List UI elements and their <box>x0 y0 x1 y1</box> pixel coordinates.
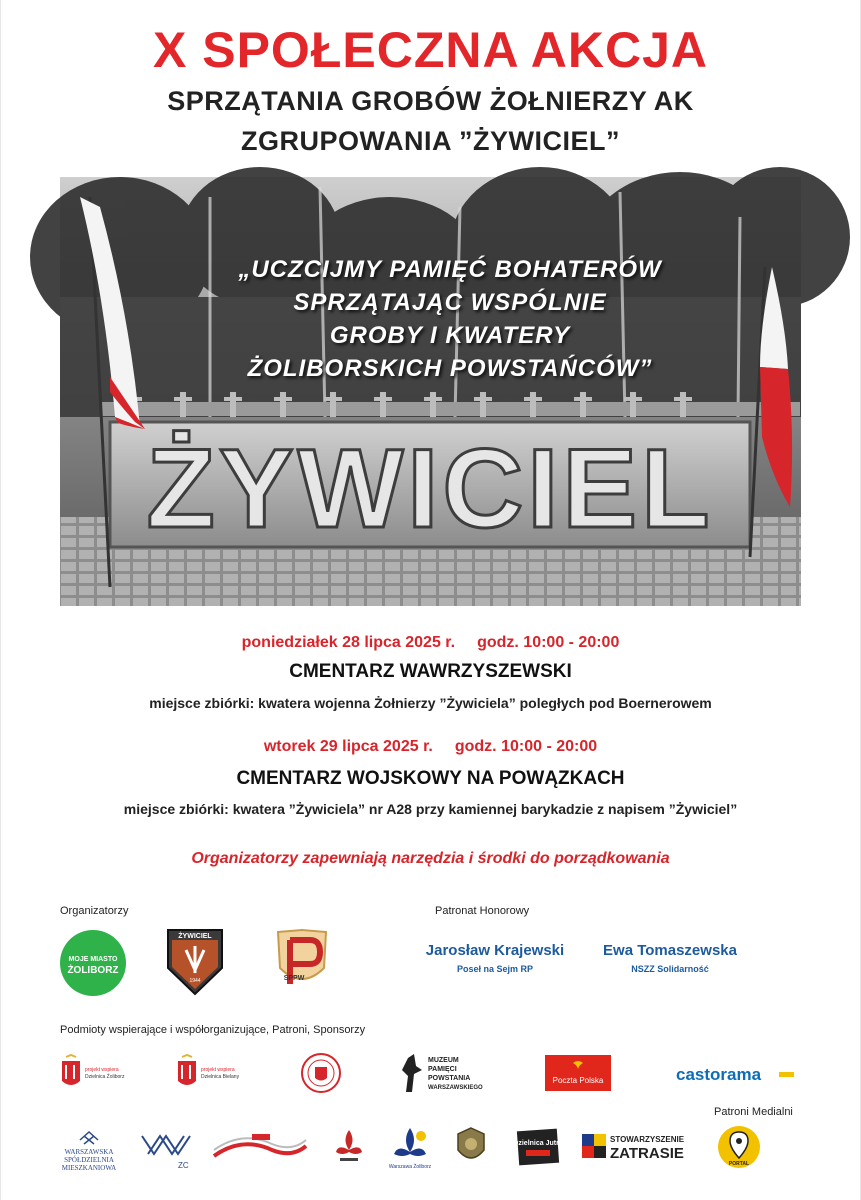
moje-miasto-zoliborz-logo <box>58 928 128 998</box>
zatrasie-logo <box>582 1130 686 1166</box>
sppw-logo <box>274 928 330 996</box>
svg-text:Poczta Polska: Poczta Polska <box>552 1076 604 1085</box>
svg-text:STOWARZYSZENIE: STOWARZYSZENIE <box>610 1135 685 1144</box>
military-emblem-logo <box>454 1126 488 1170</box>
event2-date-text: wtorek 29 lipca 2025 r. <box>263 738 433 755</box>
bielany-district-logo <box>176 1055 256 1093</box>
patron2-name: Ewa Tomaszewska <box>603 942 737 959</box>
event2-place: CMENTARZ WOJSKOWY NA POWĄZKACH <box>236 768 625 789</box>
svg-text:WARSZAWSKIEGO: WARSZAWSKIEGO <box>428 1085 483 1091</box>
svg-text:1944: 1944 <box>189 978 201 984</box>
organizers-label: Organizatorzy <box>60 905 129 917</box>
svg-text:ŻOLIBORZ: ŻOLIBORZ <box>67 965 119 976</box>
zywiciel-monument <box>110 422 750 551</box>
svg-text:MOJE MIASTO: MOJE MIASTO <box>68 956 118 963</box>
supporters-label: Podmioty wspierające i współorganizujące, Patroni, Sponsorzy <box>60 1024 366 1036</box>
poster-title: X SPOŁECZNA AKCJA <box>152 22 708 78</box>
scout-lily-logo <box>332 1128 366 1170</box>
svg-text:projekt wspiera: projekt wspiera <box>201 1067 235 1073</box>
hero-quote-line1: „UCZCIJMY PAMIĘĆ BOHATERÓW <box>238 256 662 283</box>
wsm-logo <box>58 1130 120 1172</box>
svg-text:ZATRASIE: ZATRASIE <box>610 1145 684 1162</box>
svg-text:WARSZAWSKA: WARSZAWSKA <box>64 1148 114 1156</box>
poster-subtitle-line1: SPRZĄTANIA GROBÓW ŻOŁNIERZY AK <box>167 86 694 116</box>
organizers-note: Organizatorzy zapewniają narzędzia i środki do porządkowania <box>191 850 670 867</box>
red-white-ribbon-logo <box>212 1132 308 1168</box>
event1-meeting-point: miejsce zbiórki: kwatera wojenna Żołnierzy ”Żywiciela” poległych pod Boernerowem <box>149 695 712 711</box>
round-seal-logo <box>298 1052 344 1094</box>
svg-text:ŻYWICIEL: ŻYWICIEL <box>146 426 714 551</box>
zoliborz-district-logo <box>60 1055 140 1093</box>
poster-subtitle-line2: ZGRUPOWANIA ”ŻYWICIEL” <box>241 126 620 156</box>
svg-text:Dzielnica Bielany: Dzielnica Bielany <box>201 1074 240 1080</box>
svg-text:PORTAL: PORTAL <box>728 1161 750 1167</box>
event2-time-text: godz. 10:00 - 20:00 <box>454 738 598 755</box>
hero-quote-line3: GROBY I KWATERY <box>329 322 571 349</box>
svg-text:SPÓŁDZIELNIA: SPÓŁDZIELNIA <box>64 1156 114 1164</box>
hero-quote-line4: ŻOLIBORSKICH POWSTAŃCÓW” <box>247 355 653 382</box>
hero-quote-line2: SPRZĄTAJĄC WSPÓLNIE <box>293 289 607 316</box>
event1-place: CMENTARZ WAWRZYSZEWSKI <box>289 661 572 682</box>
hero-quote <box>120 253 780 385</box>
media-patrons-label: Patroni Medialni <box>714 1106 793 1118</box>
svg-text:ŻYWICIEL: ŻYWICIEL <box>178 933 212 940</box>
svg-text:projekt wspiera: projekt wspiera <box>85 1067 119 1073</box>
patron1-name: Jarosław Krajewski <box>425 942 565 959</box>
patronage-label: Patronat Honorowy <box>435 905 530 917</box>
event1-time-text: godz. 10:00 - 20:00 <box>477 634 620 651</box>
svg-text:Dzielnica Jutra: Dzielnica Jutra <box>513 1140 563 1147</box>
zc-logo <box>138 1130 194 1172</box>
event2-meeting-point: miejsce zbiórki: kwatera ”Żywiciela” nr A28 przy kamiennej barykadzie z napisem ”Żywiciel” <box>123 801 738 817</box>
scout-zoliborz-logo <box>388 1126 432 1172</box>
zywiciel-badge-logo <box>166 928 224 996</box>
muzeum-powstania-logo <box>400 1052 490 1096</box>
svg-text:Warszawa Żoliborz: Warszawa Żoliborz <box>388 1164 432 1170</box>
event2-date <box>0 738 861 756</box>
svg-text:castorama: castorama <box>676 1065 762 1084</box>
svg-text:PAMIĘCI: PAMIĘCI <box>428 1066 457 1073</box>
hero-scene <box>60 177 801 606</box>
portal-zoliborz-logo <box>716 1124 762 1170</box>
patron1-role: Poseł na Sejm RP <box>456 964 534 974</box>
svg-text:SPPW: SPPW <box>283 975 305 982</box>
dzielnica-jutra-logo <box>513 1126 563 1168</box>
hero-photo <box>60 177 801 606</box>
svg-text:POWSTANIA: POWSTANIA <box>428 1075 471 1082</box>
patron2-role: NSZZ Solidarność <box>631 964 709 974</box>
svg-text:Dzielnica Żoliborz: Dzielnica Żoliborz <box>85 1074 125 1080</box>
poczta-polska-logo <box>545 1055 611 1091</box>
event1-date <box>0 634 861 652</box>
svg-text:ZC: ZC <box>178 1161 189 1170</box>
svg-text:MUZEUM: MUZEUM <box>428 1057 459 1064</box>
castorama-logo <box>676 1062 796 1088</box>
event1-date-text: poniedziałek 28 lipca 2025 r. <box>241 634 456 651</box>
svg-text:MIESZKANIOWA: MIESZKANIOWA <box>61 1164 117 1172</box>
